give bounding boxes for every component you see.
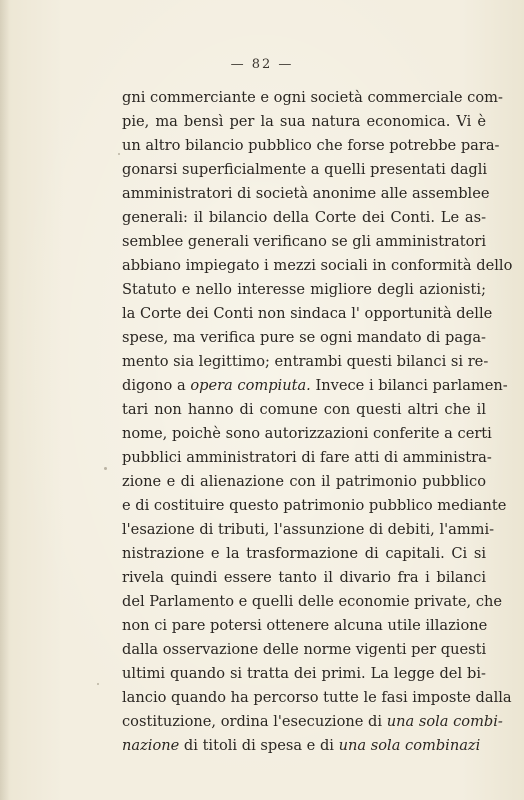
paper-speck [118, 153, 120, 155]
text-line [122, 206, 486, 230]
text-segment: nistrazione e la trasformazione di capitali. Ci si [122, 545, 486, 562]
text-line [122, 158, 486, 182]
text-line [122, 518, 495, 542]
text-segment: zione e di alienazione con il patrimonio pubblico [122, 473, 486, 490]
page-number: — 82 — [230, 57, 294, 72]
text-line [122, 374, 508, 398]
text-line [122, 446, 492, 470]
text-segment: amministratori di società anonime alle assemblee [122, 185, 490, 202]
text-line [122, 734, 486, 758]
text-line [122, 302, 493, 326]
text-segment: la Corte dei Conti non sindaca l' opportunità delle [122, 305, 493, 322]
text-segment: nome, poichè sono autorizzazioni conferite a certi [122, 425, 492, 442]
text-line [122, 230, 486, 254]
text-line [122, 86, 503, 110]
text-line [122, 422, 492, 446]
text-line [122, 590, 503, 614]
text-segment: l'esazione di tributi, l'assunzione di debiti, l'ammi- [122, 521, 495, 538]
text-segment: di titoli di spesa e di [179, 737, 339, 754]
text-segment: pubblici amministratori di fare atti di amministra- [122, 449, 492, 466]
text-segment: e di costituire questo patrimonio pubblico mediante [122, 497, 507, 514]
text-segment: abbiano impiegato i mezzi sociali in conformità dello [122, 257, 513, 274]
text-segment: semblee generali verificano se gli amministratori [122, 233, 487, 250]
text-segment: Statuto e nello interesse migliore degli azionisti; [122, 281, 486, 298]
text-line [122, 350, 489, 374]
text-segment: non ci pare potersi ottenere alcuna utile illazione [122, 617, 488, 634]
body-text [122, 86, 513, 758]
text-line [122, 182, 490, 206]
text-line [122, 398, 486, 422]
text-segment: lancio quando ha percorso tutte le fasi imposte dalla [122, 689, 512, 706]
text-line [122, 110, 486, 134]
text-line [122, 278, 486, 302]
text-segment: spese, ma verifica pure se ogni mandato di paga- [122, 329, 486, 346]
text-segment: gni commerciante e ogni società commerciale com- [122, 89, 503, 106]
text-line [122, 710, 503, 734]
text-segment: pie, ma bensì per la sua natura economica. Vi è [122, 113, 486, 130]
text-segment: ultimi quando si tratta dei primi. La legge del bi- [122, 665, 486, 682]
text-segment: rivela quindi essere tanto il divario fra i bilanci [122, 569, 486, 586]
text-segment: un altro bilancio pubblico che forse potrebbe para- [122, 137, 500, 154]
italic-text: una sola combinazi [338, 737, 481, 754]
text-line [122, 254, 513, 278]
text-segment: digono a [122, 377, 191, 394]
text-segment: dalla osservazione delle norme vigenti per questi [122, 641, 487, 658]
text-line [122, 542, 486, 566]
paper-speck [104, 467, 107, 470]
text-line [122, 326, 486, 350]
italic-text: una sola combi- [386, 713, 503, 730]
text-line [122, 662, 486, 686]
page-gutter-shadow [0, 0, 10, 800]
paper-speck [97, 683, 99, 685]
text-segment: mento sia legittimo; entrambi questi bilanci si re- [122, 353, 489, 370]
italic-text: nazione [122, 737, 180, 754]
text-line [122, 686, 512, 710]
text-line [122, 638, 486, 662]
italic-text: opera compiuta. [190, 377, 311, 394]
text-line [122, 614, 486, 638]
text-line [122, 566, 486, 590]
text-segment: costituzione, ordina l'esecuzione di [122, 713, 387, 730]
text-segment: gonarsi superficialmente a quelli presentati dagli [122, 161, 488, 178]
text-line [122, 134, 500, 158]
text-line [122, 494, 507, 518]
text-segment: del Parlamento e quelli delle economie private, che [122, 593, 503, 610]
text-segment: generali: il bilancio della Corte dei Conti. Le as- [122, 209, 486, 226]
text-segment: Invece i bilanci parlamen- [310, 377, 508, 394]
text-segment: tari non hanno di comune con questi altri che il [122, 401, 486, 418]
text-line [122, 470, 486, 494]
